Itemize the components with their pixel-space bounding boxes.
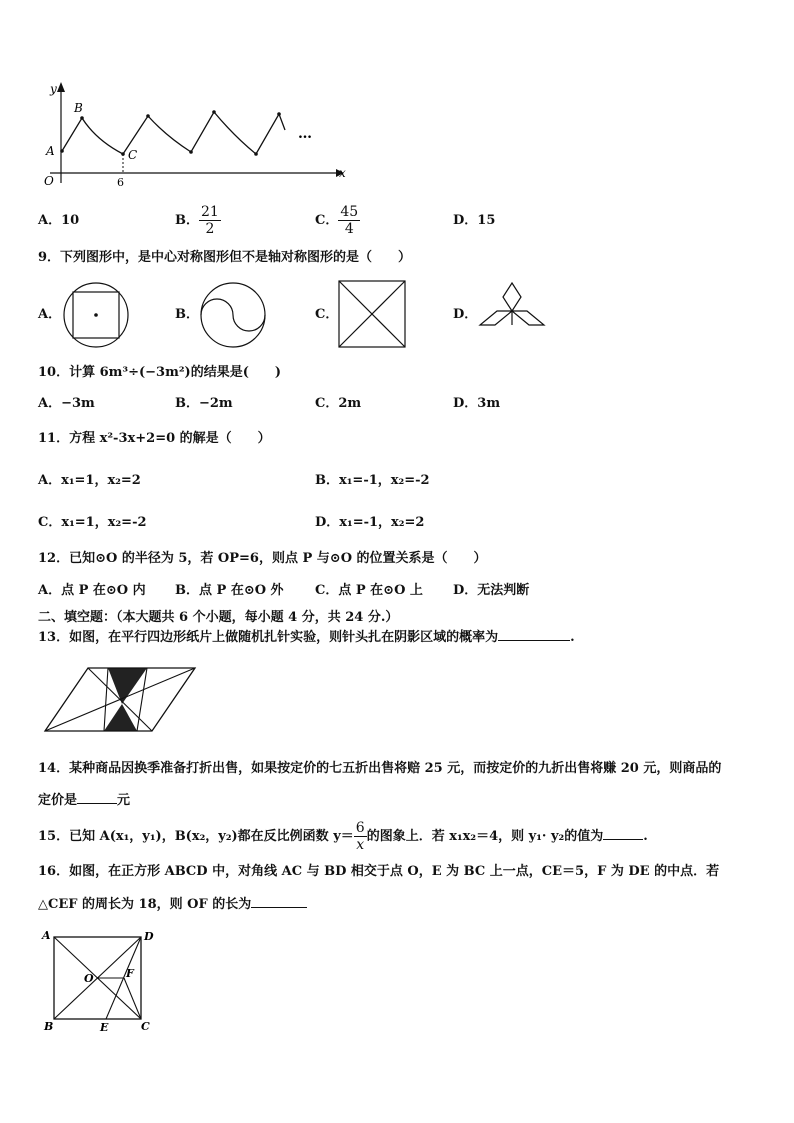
q15-pre: 15．已知 A(x₁，y₁)，B(x₂，y₂)都在反比例函数 y＝: [38, 829, 354, 844]
q11-option-a: A．x₁=1，x₂=2: [38, 473, 141, 488]
frac-den: 4: [344, 221, 354, 237]
q16-line1: 16．如图，在正方形 ABCD 中，对角线 AC 与 BD 相交于点 O，E 为 BC 上一点，CE＝5，F 为 DE 的中点．若: [38, 864, 720, 879]
q8-option-c: [315, 204, 360, 238]
q13-end: .: [570, 630, 575, 645]
q12-option-d: D．无法判断: [453, 583, 530, 598]
ellipsis: …: [298, 126, 312, 142]
label-f: F: [126, 967, 134, 980]
q9-figure-a: [62, 281, 130, 349]
q11-option-d: D．x₁=-1，x₂=2: [315, 515, 425, 530]
point-a: [60, 149, 64, 153]
q9-option-b-label: B．: [175, 307, 199, 322]
q8-option-b: [175, 204, 221, 238]
q9-figure-c: [338, 280, 406, 348]
q15-stem: [38, 818, 648, 856]
point: [146, 114, 150, 118]
q11-option-b: B．x₁=-1，x₂=-2: [315, 473, 430, 488]
curve: [62, 112, 285, 154]
answer-blank: [498, 628, 570, 641]
q14-line1: 14．某种商品因换季准备打折出售，如果按定价的七五折出售将赔 25 元，而按定价的九折出售将赚 20 元，则商品的: [38, 761, 722, 776]
q9-option-d-label: D．: [453, 307, 478, 322]
frac-den: 2: [205, 221, 215, 237]
q8-option-c-fraction: [338, 204, 360, 237]
q11-option-c: C．x₁=1，x₂=-2: [38, 515, 147, 530]
label-d: D: [144, 930, 154, 943]
q13-stem: [38, 628, 575, 647]
q10-option-d: D．3m: [453, 396, 501, 411]
label-o: O: [84, 972, 94, 985]
q13-text: 13．如图，在平行四边形纸片上做随机扎针实验，则针头扎在阴影区域的概率为: [38, 630, 499, 645]
q14-line2: [38, 791, 130, 810]
label-e: E: [100, 1021, 109, 1034]
label-b: B: [44, 1020, 54, 1033]
frac-num: 45: [340, 204, 359, 220]
q9-option-a-label: A．: [38, 307, 62, 322]
label-b: B: [74, 101, 83, 115]
q15-end: .: [643, 829, 648, 844]
q15-fraction: [354, 820, 367, 853]
point: [254, 152, 258, 156]
q16-text: △CEF 的周长为 18，则 OF 的长为: [38, 897, 252, 912]
q8-option-d: D．15: [453, 213, 496, 228]
q12-option-c: C．点 P 在⊙O 上: [315, 583, 423, 598]
frac-num: 21: [201, 204, 219, 220]
point-b: [80, 116, 84, 120]
point: [277, 112, 281, 116]
q15-post: 的图象上．若 x₁x₂＝4，则 y₁· y₂的值为: [366, 829, 604, 844]
section-title: 二、填空题：（本大题共 6 个小题，每小题 4 分，共 24 分.）: [38, 610, 399, 625]
q16-line2: [38, 895, 307, 914]
frac-num: 6: [355, 820, 365, 836]
point-c: [121, 152, 125, 156]
frac-den: x: [356, 837, 365, 853]
q12-option-a: A．点 P 在⊙O 内: [38, 583, 146, 598]
q12-stem: 12．已知⊙O 的半径为 5，若 OP=6，则点 P 与⊙O 的位置关系是（ ）: [38, 551, 487, 566]
y-axis-arrow-icon: [57, 82, 65, 92]
label-y: y: [50, 82, 57, 96]
point: [189, 150, 193, 154]
q8-option-b-prefix: B．: [175, 213, 199, 228]
q8-function-graph: [36, 78, 356, 193]
q10-stem: 10．计算 6m³÷(−3m²)的结果是( ): [38, 365, 281, 380]
q13-parallelogram-figure: [42, 664, 198, 734]
q14-text: 定价是: [38, 793, 78, 808]
answer-blank: [603, 827, 643, 840]
q9-figure-d: [476, 280, 548, 344]
label-c: C: [141, 1020, 150, 1033]
q8-option-b-fraction: [199, 204, 221, 237]
q10-option-b: B．−2m: [175, 396, 233, 411]
q9-option-c-label: C．: [315, 307, 339, 322]
q8-option-c-prefix: C．: [315, 213, 339, 228]
answer-blank: [77, 791, 117, 804]
q11-stem: 11．方程 x²-3x+2=0 的解是（ ）: [38, 431, 271, 446]
q10-option-c: C．2m: [315, 396, 362, 411]
q16-square-figure: [38, 925, 158, 1035]
q8-option-a: A．10: [38, 213, 80, 228]
q10-option-a: A．−3m: [38, 396, 95, 411]
label-six: 6: [117, 176, 124, 189]
point: [212, 110, 216, 114]
label-c: C: [128, 148, 138, 162]
q14-unit: 元: [117, 793, 131, 808]
label-a: A: [46, 144, 55, 158]
answer-blank: [251, 895, 307, 908]
label-a: A: [42, 929, 51, 942]
label-x: x: [339, 166, 346, 180]
label-origin: O: [44, 174, 54, 188]
q9-figure-b: [198, 281, 268, 349]
q9-stem: 9．下列图形中，是中心对称图形但不是轴对称图形的是（ ）: [38, 250, 412, 265]
q12-option-b: B．点 P 在⊙O 外: [175, 583, 284, 598]
